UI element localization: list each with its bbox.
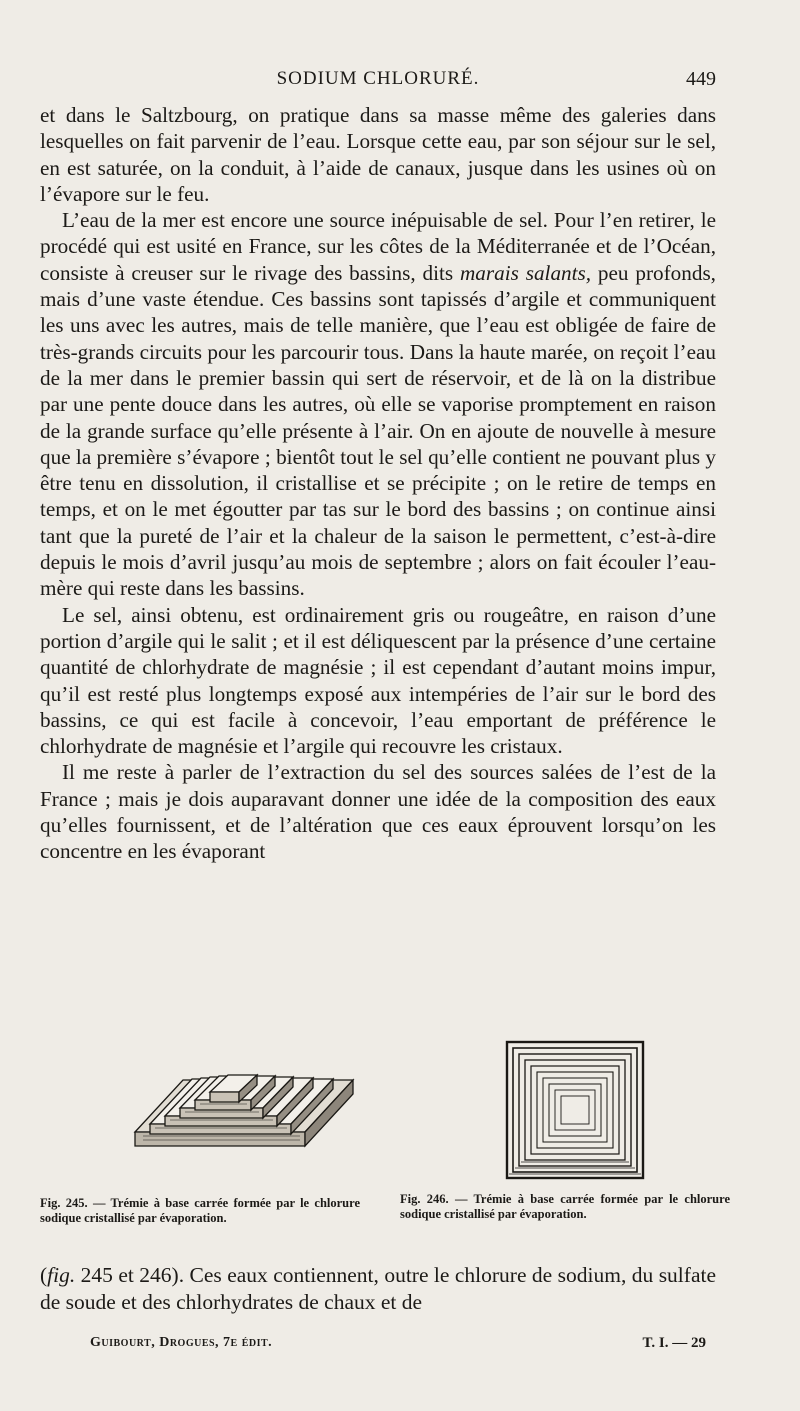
paragraph-3: Le sel, ainsi obtenu, est ordinairement gris ou rougeâtre, en raison d’une portion d’argile qui le salit ; et il est déliquescent par la présence d’une certaine quantité de chlorhydrate de magnésie ; il est cependant d’autant moins impur, qu’il est resté plus longtemps exposé aux intempéries de l’air sur le bord des bassins, ce qui est facile à concevoir, l’eau emportant de préférence le chlorhydrate de magnésie et l’argile qui recouvre les cristaux. (40, 602, 716, 759)
running-title: SODIUM CHLORURÉ. (276, 68, 480, 89)
paragraph-5: (fig. 245 et 246). Ces eaux contiennent, outre le chlorure de sodium, du sulfate de soude et des chlorhydrates de chaux et de (40, 1263, 716, 1314)
paragraph-2-text-b: peu profonds, mais d’une vaste étendue. Ces bassins sont tapissés d’argile et communiquent les uns avec les autres, mais de telle manière, que l’eau est obligée de faire de très-grands circuits pour les parcourir tous. Dans la haute marée, on reçoit l’eau de la mer dans le premier bassin qui sert de réservoir, et de là on la distribue par une pente douce dans les autres, où elle se vaporise promptement en raison de la grande surface qu’elle présente à l’air. On en ajoute de nouvelle à mesure que la première s’évapore ; bientôt tout le sel qu’elle contient ne pouvant plus y être tenu en dissolution, il cristallise et se précipite ; on le retire de temps en temps, et on le met égoutter par tas sur le bord des bassins ; on continue ainsi tant que la pureté de l’air et la chaleur de la saison le permettent, c’est-à-dire depuis le mois d’avril jusqu’au mois de septembre ; alors on fait écouler l’eau-mère qui reste dans les bassins. (40, 260, 716, 601)
stepped-pyramid-illustration (95, 1040, 355, 1170)
continuation-text (40, 1262, 716, 1316)
figures-row (40, 1040, 740, 1260)
footer-signature: T. I. — 29 (642, 1335, 706, 1351)
figure-246 (400, 1040, 740, 1221)
figure-245 (40, 1040, 400, 1225)
figure-246-text: — Trémie à base carrée formée par le chlorure sodique cristallisé par évaporation. (400, 1192, 730, 1221)
book-page (40, 0, 730, 1411)
figure-reference: fig. (47, 1263, 76, 1287)
figure-245-text: — Trémie à base carrée formée par le chlorure sodique cristallisé par évaporation. (40, 1196, 360, 1225)
page-number: 449 (686, 68, 716, 90)
marais-salants-term: marais salants, (460, 260, 592, 285)
figure-246-caption (400, 1192, 730, 1222)
figure-246-label: Fig. 246. (400, 1192, 449, 1206)
paragraph-4: Il me reste à parler de l’extraction du sel des sources salées de l’est de la France ; mais je dois auparavant donner une idée de la composition des eaux qu’elles fournissent, et de l’altération que ces eaux éprouvent lorsqu’on les concentre en les évaporant (40, 760, 716, 864)
figure-245-caption (40, 1196, 360, 1226)
body-text (40, 102, 716, 865)
figure-245-label: Fig. 245. (40, 1196, 88, 1210)
paragraph-5-text: 245 et 246). Ces eaux contiennent, outre le chlorure de sodium, du sulfate de soude et des chlorhydrates de chaux et de (40, 1263, 716, 1314)
concentric-squares-illustration (505, 1040, 645, 1180)
paragraph-2 (40, 207, 716, 601)
paragraph-1: et dans le Saltzbourg, on pratique dans sa masse même des galeries dans lesquelles on fait parvenir de l’eau. Lorsque cette eau, par son séjour sur le sel, en est saturée, on la conduit, à l’aide de canaux, jusque dans les usines où on l’évapore sur le feu. (40, 103, 716, 206)
paragraph-2-text-a: L’eau de la mer est encore une source inépuisable de sel. Pour l’en retirer, le procédé qui est usité en France, sur les côtes de la Méditerranée et de l’Océan, consiste à creuser sur le rivage des bassins, dits (40, 208, 716, 285)
page-footer (40, 1335, 716, 1359)
page-header (40, 68, 716, 98)
footer-imprint: Guibourt, Drogues, 7e édit. (90, 1335, 273, 1350)
